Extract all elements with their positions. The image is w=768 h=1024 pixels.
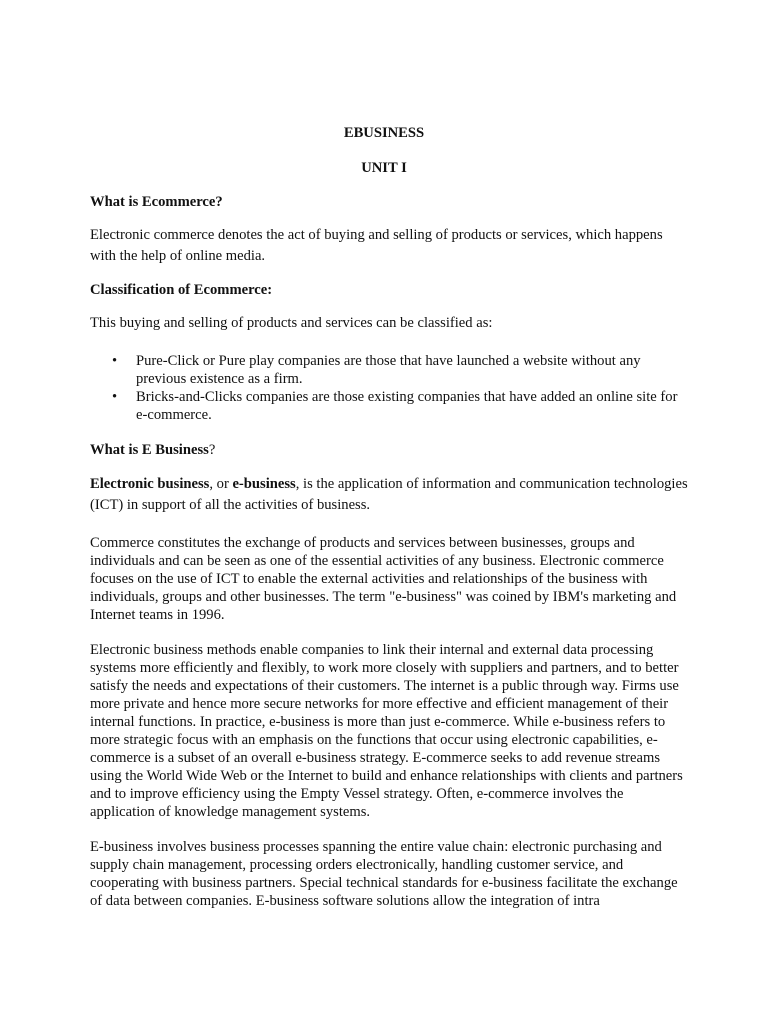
bullet-icon: •	[112, 353, 118, 369]
term-separator: , or	[209, 476, 233, 492]
term-e-business: e-business	[232, 476, 296, 492]
heading-what-is-ecommerce: What is Ecommerce?	[90, 194, 223, 210]
ebusiness-methods-paragraph: Electronic business methods enable companies to link their internal and external data processing systems more efficiently and flexibly, to work more closely with suppliers and partners, and to better satisfy the needs and expectations of their customers. The internet is a public through way. Firms use more private and hence more secure networks for more effective and efficient management of their internal functions. In practice, e-business is more than just e-commerce. While e-business refers to more strategic focus with an emphasis on the functions that occur using electronic capabilities, e-commerce is a subset of an overall e-business strategy. E-commerce seeks to add revenue streams using the World Wide Web or the Internet to build and enhance relationships with clients and partners and to improve efficiency using the Empty Vessel strategy. Often, e-commerce involves the application of knowledge management systems.	[90, 642, 683, 820]
term-electronic-business: Electronic business	[90, 476, 210, 492]
list-item-text: Bricks-and-Clicks companies are those existing companies that have added an online site for e-commerce.	[136, 389, 678, 423]
ebusiness-definition-paragraph	[90, 474, 690, 516]
document-title: EBUSINESS	[343, 125, 425, 141]
ecommerce-definition-paragraph: Electronic commerce denotes the act of buying and selling of products or services, which happens with the help of online media.	[90, 227, 663, 264]
heading-classification: Classification of Ecommerce:	[90, 282, 273, 298]
commerce-paragraph: Commerce constitutes the exchange of products and services between businesses, groups and individuals and can be seen as one of the essential activities of any business. Electronic commerce focuses on the use of ICT to enable the external activities and relationships of the business with individuals, groups and other businesses. The term "e-business" was coined by IBM's marketing and Internet teams in 1996.	[90, 535, 677, 623]
list-item-text: Pure-Click or Pure play companies are those that have launched a website without any previous existence as a firm.	[136, 353, 641, 387]
ebusiness-definition-rest: , is the application of information and communication technologies (ICT) in support of all the activities of business.	[90, 476, 688, 513]
heading-what-is-ebusiness-bold: What is E Business	[90, 442, 209, 458]
heading-what-is-ebusiness-suffix: ?	[208, 442, 216, 458]
list-item	[112, 388, 692, 424]
list-item	[112, 352, 692, 388]
classification-bullet-list	[112, 352, 692, 424]
heading-what-is-ebusiness	[90, 442, 690, 459]
ebusiness-involves-paragraph: E-business involves business processes spanning the entire value chain: electronic purchasing and supply chain management, processing orders electronically, handling customer service, and cooperating with business partners. Special technical standards for e-business facilitate the exchange of data between companies. E-business software solutions allow the integration of intra	[90, 839, 678, 909]
bullet-icon: •	[112, 389, 118, 405]
unit-heading: UNIT I	[361, 160, 407, 176]
classification-intro-paragraph: This buying and selling of products and services can be classified as:	[90, 315, 493, 331]
